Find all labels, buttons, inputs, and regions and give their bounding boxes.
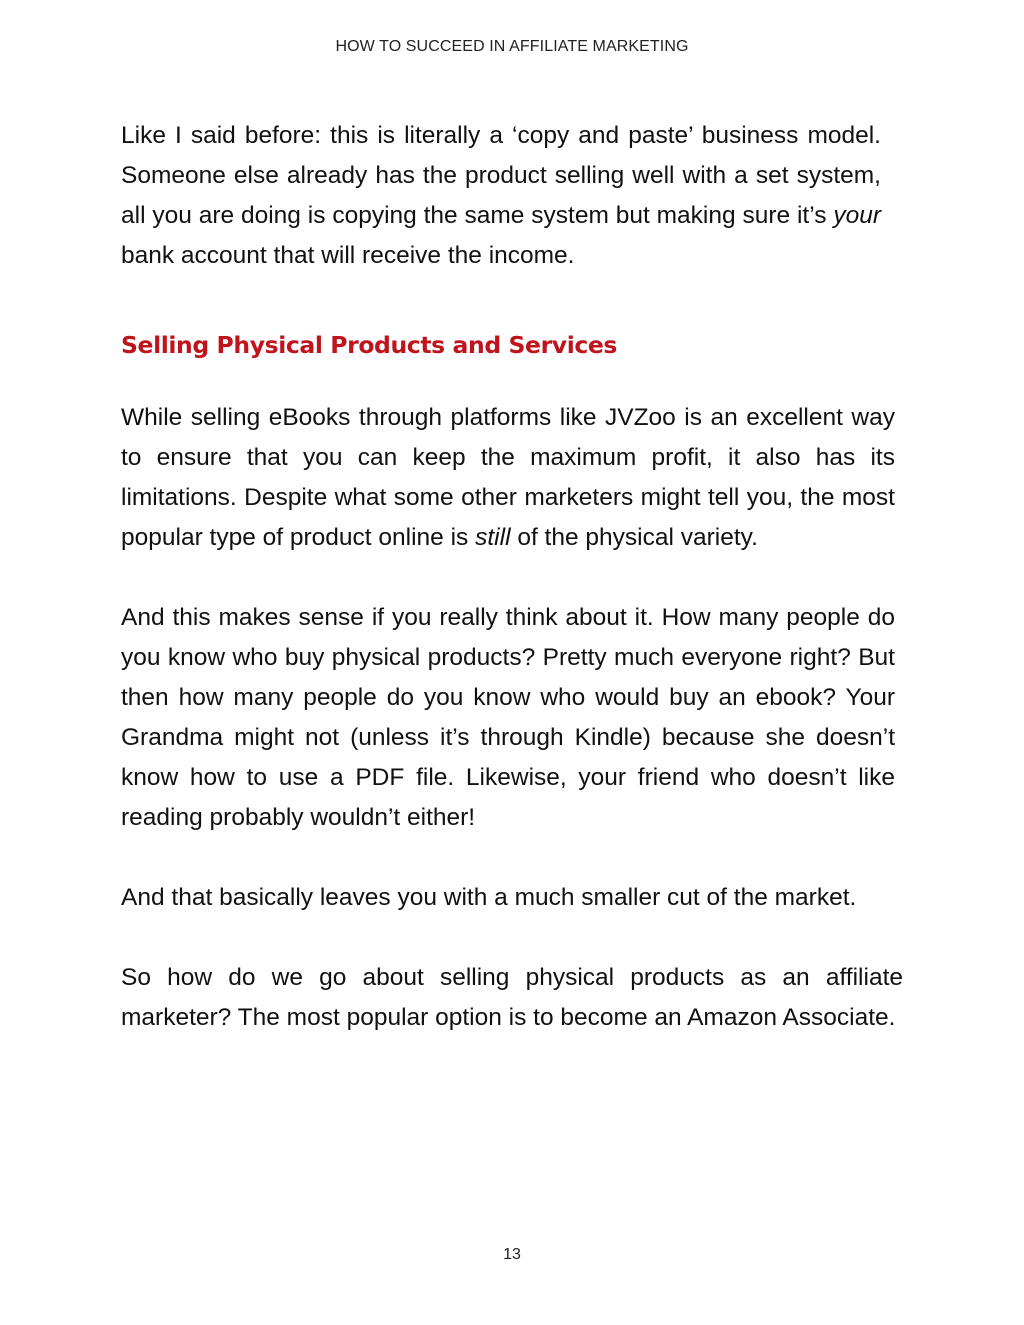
page-body bbox=[121, 116, 903, 1038]
section-heading: Selling Physical Products and Services bbox=[121, 331, 618, 359]
paragraph-2-emphasis: still bbox=[475, 524, 511, 551]
paragraph-1-text-end: bank account that will receive the income. bbox=[121, 242, 575, 269]
paragraph-2-text-start: While selling eBooks through platforms like JVZoo is an excellent way to ensure that you can keep the maximum profit, it also has its limitations. Despite what some other marketers might tell you, the most popular type of product online is bbox=[121, 404, 895, 551]
paragraph-smaller-cut: And that basically leaves you with a much smaller cut of the market. bbox=[121, 884, 857, 911]
paragraph-ebooks-limitations bbox=[121, 398, 895, 558]
paragraph-copy-paste-model bbox=[121, 116, 881, 276]
paragraph-amazon-associate: So how do we go about selling physical products as an affiliate marketer? The most popular option is to become an Amazon Associate. bbox=[121, 964, 903, 1031]
paragraph-1-text-start: Like I said before: this is literally a ‘copy and paste’ business model. Someone else already has the product selling well with a set system, all you are doing is copying the same system but making sure it’s bbox=[121, 122, 881, 229]
paragraph-2-text-end: of the physical variety. bbox=[510, 524, 758, 551]
paragraph-1-emphasis: your bbox=[833, 202, 881, 229]
page-number: 13 bbox=[503, 1246, 521, 1263]
paragraph-physical-products: And this makes sense if you really think about it. How many people do you know who buy physical products? Pretty much everyone right? But then how many people do you know who would buy an ebook? Your Grandma might not (unless it’s through Kindle) because she doesn’t know how to use a PDF file. Likewise, your friend who doesn’t like reading probably wouldn’t either! bbox=[121, 604, 895, 831]
running-header: HOW TO SUCCEED IN AFFILIATE MARKETING bbox=[335, 38, 689, 55]
